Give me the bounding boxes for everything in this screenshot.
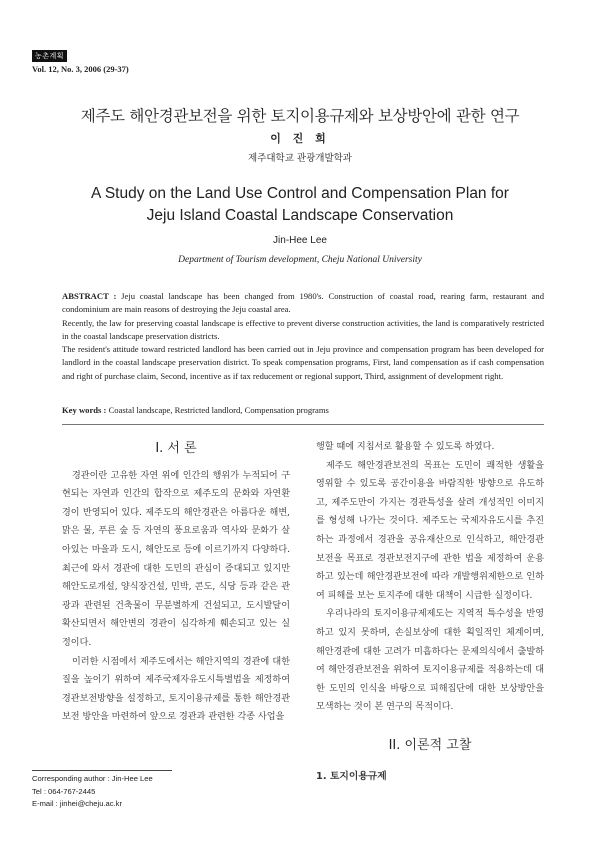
divider bbox=[62, 424, 544, 425]
left-column bbox=[62, 440, 290, 727]
intro-paragraph-2: 이러한 시점에서 제주도에서는 해안지역의 경관에 대한 질을 높이기 위하여 제주국제자유도시특별법을 제정하여 경관보전방향을 설정하고, 토지이용규제를 통한 해안경관보전 방안을 마련하여 앞으로 경관과 관련한 각종 사업을 bbox=[62, 656, 290, 723]
keywords bbox=[62, 405, 544, 415]
korean-title: 제주도 해안경관보전을 위한 토지이용규제와 보상방안에 관한 연구 bbox=[80, 107, 520, 125]
footnote-rule bbox=[32, 770, 172, 771]
korean-author: 이 진 희 bbox=[270, 132, 330, 145]
footnote-author: Corresponding author : Jin-Hee Lee bbox=[32, 774, 153, 783]
abstract-paragraph-3: The resident's attitude toward restricted landlord has been carried out in Jeju province and compensation program has been developed for landlord in the coastal landscape preservation district. To speak compensation programs, First, land compensation as if cash compensation and right of purchase claim, Second, incentive as if tax reducement or regional support, Third, assignment of development right. bbox=[62, 344, 544, 381]
korean-affiliation: 제주대학교 관광개발학과 bbox=[248, 153, 352, 164]
abstract-label: ABSTRACT : bbox=[62, 291, 117, 301]
footnote-tel: Tel : 064-767-2445 bbox=[32, 786, 96, 796]
footnote bbox=[32, 773, 153, 811]
section-heading-introduction: I. 서 론 bbox=[155, 441, 197, 456]
keywords-text: Coastal landscape, Restricted landlord, Compensation programs bbox=[108, 405, 329, 415]
section-heading-theory: II. 이론적 고찰 bbox=[388, 737, 472, 753]
english-author: Jin-Hee Lee bbox=[273, 235, 327, 246]
right-column bbox=[316, 438, 544, 786]
abstract-paragraph-1: Jeju coastal landscape has been changed from 1980's. Construction of coastal road, rearing farm, restaurant and condominium are main reasons of destroying the Jeju coastal area. bbox=[62, 291, 545, 315]
abstract bbox=[62, 290, 544, 383]
footnote-email: E-mail : jinhei@cheju.ac.kr bbox=[32, 799, 123, 808]
abstract-paragraph-2: Recently, the law for preserving coastal landscape is effective to prevent diverse construction activities, the land is comparatively restricted in the coastal landscape preservation districts. bbox=[62, 317, 544, 341]
journal-badge: 농촌계획 bbox=[32, 50, 67, 62]
intro-paragraph-4: 우리나라의 토지이용규제제도는 지역적 특수성을 반영하고 있지 못하며, 손실보상에 대한 획일적인 체계이며, 해안경관에 대한 고려가 미흡하다는 문제의식에서 출발하여 해안경관보전을 위하여 토지이용규제를 적용하는데 대한 도민의 인식을 바탕으로 피해집단에 대한 보상방안을 모색하는 것이 본 연구의 목적이다. bbox=[316, 609, 544, 713]
english-title-line2: Jeju Island Coastal Landscape Conservation bbox=[146, 207, 454, 224]
intro-paragraph-2-cont: 행할 때에 지침서로 활용할 수 있도록 하였다. bbox=[316, 442, 495, 452]
english-title-line1: A Study on the Land Use Control and Compensation Plan for bbox=[91, 185, 509, 202]
intro-paragraph-3: 제주도 해안경관보전의 목표는 도민이 쾌적한 생활을 영위할 수 있도록 공간이용을 바람직한 방향으로 유도하고, 제주도만이 가지는 경관특성을 살려 개성적인 이미지를 형성해 나가는 것이다. 제주도는 국제자유도시를 추진하는 과정에서 경관을 공유재산으로 인식하고, 해안경관보전을 목표로 경관보전지구에 관한 법을 제정하여 운용하고 있는데 해안경관보전에 따라 개발행위제한으로 인하여 피해를 보는 토지주에 대한 대책이 시급한 실정이다. bbox=[316, 460, 544, 601]
intro-paragraph-1: 경관이란 고유한 자연 위에 인간의 행위가 누적되어 구현되는 자연과 인간의 합작으로 제주도의 문화와 자연환경이 반영되어 있다. 제주도의 해안경관은 아름다운 해변, 맑은 물, 푸른 숲 등 자연의 풍요로움과 역사와 문화가 살아있는 마을과 도시, 해안도로 등에 이르기까지 다양하다. 최근에 와서 경관에 대한 도민의 관심이 증대되고 있지만 해안도로개설, 양식장건설, 민박, 콘도, 식당 등과 같은 관광과 관련된 건축물이 무분별하게 건설되고, 도시발달이 확산되면서 해안변의 경관이 심각하게 훼손되고 있는 실정이다. bbox=[62, 470, 290, 648]
keywords-label: Key words : bbox=[62, 405, 107, 415]
english-affiliation: Department of Tourism development, Cheju National University bbox=[178, 255, 422, 265]
english-title bbox=[0, 183, 600, 227]
subsection-heading-land-use: 1. 토지이용규제 bbox=[316, 770, 387, 782]
journal-info: Vol. 12, No. 3, 2006 (29-37) bbox=[32, 64, 129, 74]
